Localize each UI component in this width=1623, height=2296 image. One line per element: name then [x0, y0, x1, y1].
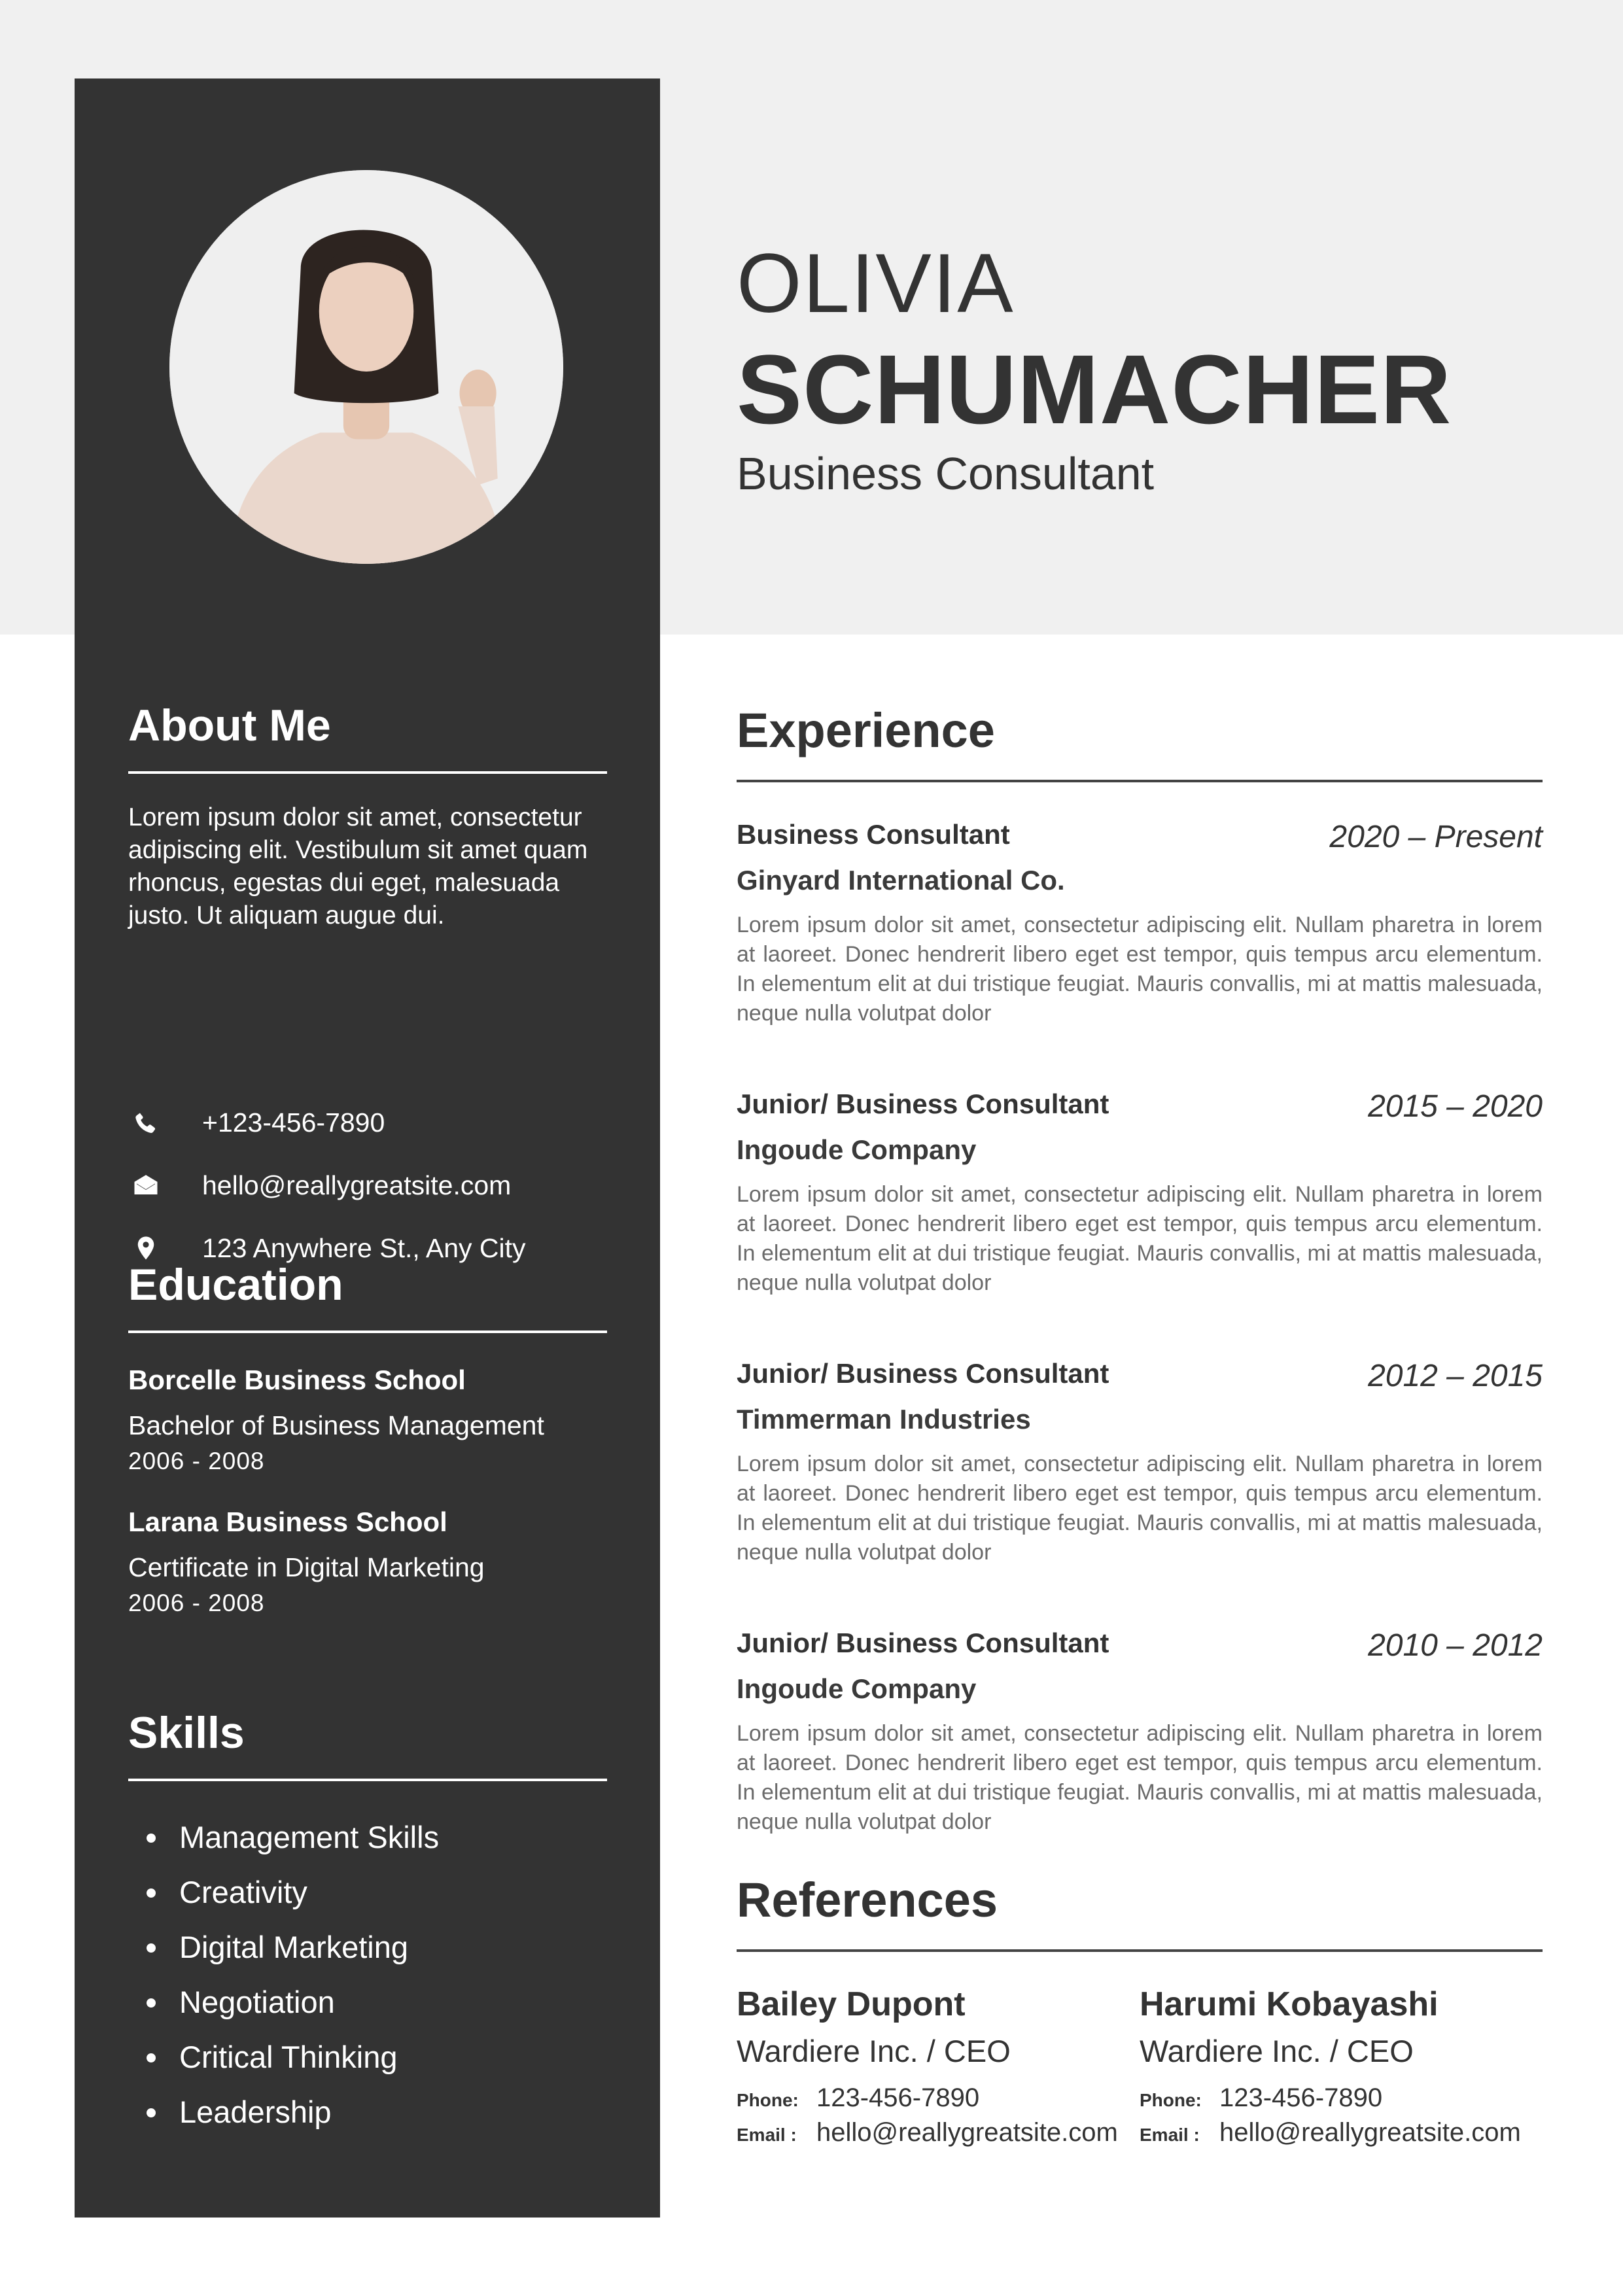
contact-list: [128, 1091, 526, 1279]
experience-years: 2012 – 2015: [1368, 1359, 1543, 1393]
experience-company: Ingoude Company: [737, 1134, 977, 1165]
bullet-icon: [147, 2053, 156, 2062]
experience-divider: [737, 780, 1543, 782]
about-divider: [128, 771, 607, 774]
experience-years: 2020 – Present: [1329, 820, 1543, 854]
portrait-photo-icon: [169, 170, 563, 564]
last-name: SCHUMACHER: [737, 334, 1452, 444]
education-years: 2006 - 2008: [128, 1448, 265, 1474]
phone-label: Phone:: [737, 2090, 799, 2110]
experience-role: Business Consultant: [737, 819, 1010, 850]
skill-item: [128, 1865, 607, 1920]
references-heading: References: [737, 1873, 998, 1927]
reference-email: hello@reallygreatsite.com: [816, 2118, 1118, 2147]
experience-item: [737, 1088, 1543, 1298]
degree-name: Certificate in Digital Marketing: [128, 1552, 485, 1582]
address-text: 123 Anywhere St., Any City: [202, 1232, 526, 1263]
about-section: [128, 703, 607, 932]
reference-email-row: [1140, 2118, 1543, 2148]
education-item: [128, 1365, 607, 1475]
experience-description: Lorem ipsum dolor sit amet, consectetur adipiscing elit. Nullam pharetra in lorem at laoreet. Donec hendrerit libero eget est tempor, quis tempus arcu elementum. In elementum elit at dui tristique feugiat. Mauris convallis, mi at mattis malesuada, neque nulla volutpat dolor: [737, 1721, 1543, 1834]
experience-company: Ingoude Company: [737, 1673, 977, 1704]
skill-label: Management Skills: [179, 1820, 440, 1854]
bullet-icon: [147, 1888, 156, 1898]
skills-list: [128, 1810, 607, 2140]
education-heading: Education: [128, 1260, 343, 1310]
envelope-icon: [132, 1172, 160, 1199]
skill-item: [128, 2085, 607, 2140]
reference-name: Harumi Kobayashi: [1140, 1985, 1439, 2023]
phone-icon: [132, 1109, 160, 1136]
reference-organization: Wardiere Inc. / CEO: [737, 2034, 1011, 2068]
email-label: Email :: [737, 2125, 797, 2145]
reference-phone: 123-456-7890: [1219, 2083, 1383, 2112]
references-section: [737, 1873, 1543, 2148]
profile-photo: [169, 170, 563, 564]
skills-divider: [128, 1779, 607, 1781]
email-label: Email :: [1140, 2125, 1200, 2145]
job-title: Business Consultant: [737, 448, 1155, 499]
school-name: Borcelle Business School: [128, 1365, 466, 1395]
location-pin-icon: [132, 1234, 160, 1262]
degree-name: Bachelor of Business Management: [128, 1410, 544, 1440]
skill-label: Leadership: [179, 2095, 332, 2129]
experience-item: [737, 1627, 1543, 1837]
reference-phone-row: [737, 2083, 1140, 2113]
skill-label: Digital Marketing: [179, 1930, 409, 1964]
about-text: Lorem ipsum dolor sit amet, consectetur adipiscing elit. Vestibulum sit amet quam rhoncus, egestas dui eget, malesuada justo. Ut aliquam augue dui.: [128, 803, 588, 930]
reference-email-row: [737, 2118, 1140, 2148]
reference-organization: Wardiere Inc. / CEO: [1140, 2034, 1414, 2068]
experience-item: [737, 819, 1543, 1028]
skills-heading: Skills: [128, 1708, 245, 1758]
reference-card: [737, 1985, 1140, 2148]
skill-item: [128, 1920, 607, 1975]
about-heading: About Me: [128, 701, 331, 750]
skills-section: [128, 1708, 607, 2140]
bullet-icon: [147, 1943, 156, 1953]
education-item: [128, 1506, 607, 1617]
experience-section: [737, 703, 1543, 1837]
first-name: OLIVIA: [737, 237, 1015, 330]
skill-item: [128, 1810, 607, 1865]
experience-item: [737, 1358, 1543, 1567]
reference-name: Bailey Dupont: [737, 1985, 966, 2023]
phone-text: +123-456-7890: [202, 1107, 385, 1138]
skill-label: Critical Thinking: [179, 2040, 398, 2074]
education-years: 2006 - 2008: [128, 1590, 265, 1616]
contact-email: [128, 1154, 526, 1217]
experience-role: Junior/ Business Consultant: [737, 1358, 1109, 1389]
sidebar: [75, 78, 660, 2218]
experience-description: Lorem ipsum dolor sit amet, consectetur adipiscing elit. Nullam pharetra in lorem at laoreet. Donec hendrerit libero eget est tempor, quis tempus arcu elementum. In elementum elit at dui tristique feugiat. Mauris convallis, mi at mattis malesuada, neque nulla volutpat dolor: [737, 1182, 1543, 1295]
bullet-icon: [147, 1834, 156, 1843]
school-name: Larana Business School: [128, 1506, 447, 1537]
reference-email: hello@reallygreatsite.com: [1219, 2118, 1521, 2147]
skill-item: [128, 1975, 607, 2030]
email-text: hello@reallygreatsite.com: [202, 1170, 512, 1200]
experience-company: Timmerman Industries: [737, 1404, 1031, 1435]
experience-role: Junior/ Business Consultant: [737, 1088, 1109, 1119]
bullet-icon: [147, 1998, 156, 2008]
experience-description: Lorem ipsum dolor sit amet, consectetur adipiscing elit. Nullam pharetra in lorem at laoreet. Donec hendrerit libero eget est tempor, quis tempus arcu elementum. In elementum elit at dui tristique feugiat. Mauris convallis, mi at mattis malesuada, neque nulla volutpat dolor: [737, 913, 1543, 1026]
phone-label: Phone:: [1140, 2090, 1202, 2110]
name-block: [737, 237, 1452, 500]
experience-heading: Experience: [737, 703, 995, 757]
skill-label: Negotiation: [179, 1985, 335, 2019]
reference-card: [1140, 1985, 1543, 2148]
experience-company: Ginyard International Co.: [737, 865, 1065, 896]
skill-label: Creativity: [179, 1875, 307, 1909]
contact-phone: [128, 1091, 526, 1154]
skill-item: [128, 2030, 607, 2085]
reference-phone: 123-456-7890: [816, 2083, 980, 2112]
references-divider: [737, 1949, 1543, 1952]
references-list: [737, 1985, 1543, 2148]
experience-years: 2015 – 2020: [1368, 1089, 1543, 1124]
education-divider: [128, 1331, 607, 1333]
experience-years: 2010 – 2012: [1368, 1628, 1543, 1663]
experience-description: Lorem ipsum dolor sit amet, consectetur adipiscing elit. Nullam pharetra in lorem at laoreet. Donec hendrerit libero eget est tempor, quis tempus arcu elementum. In elementum elit at dui tristique feugiat. Mauris convallis, mi at mattis malesuada, neque nulla volutpat dolor: [737, 1452, 1543, 1565]
experience-role: Junior/ Business Consultant: [737, 1627, 1109, 1658]
bullet-icon: [147, 2108, 156, 2117]
reference-phone-row: [1140, 2083, 1543, 2113]
education-section: [128, 1262, 607, 1617]
